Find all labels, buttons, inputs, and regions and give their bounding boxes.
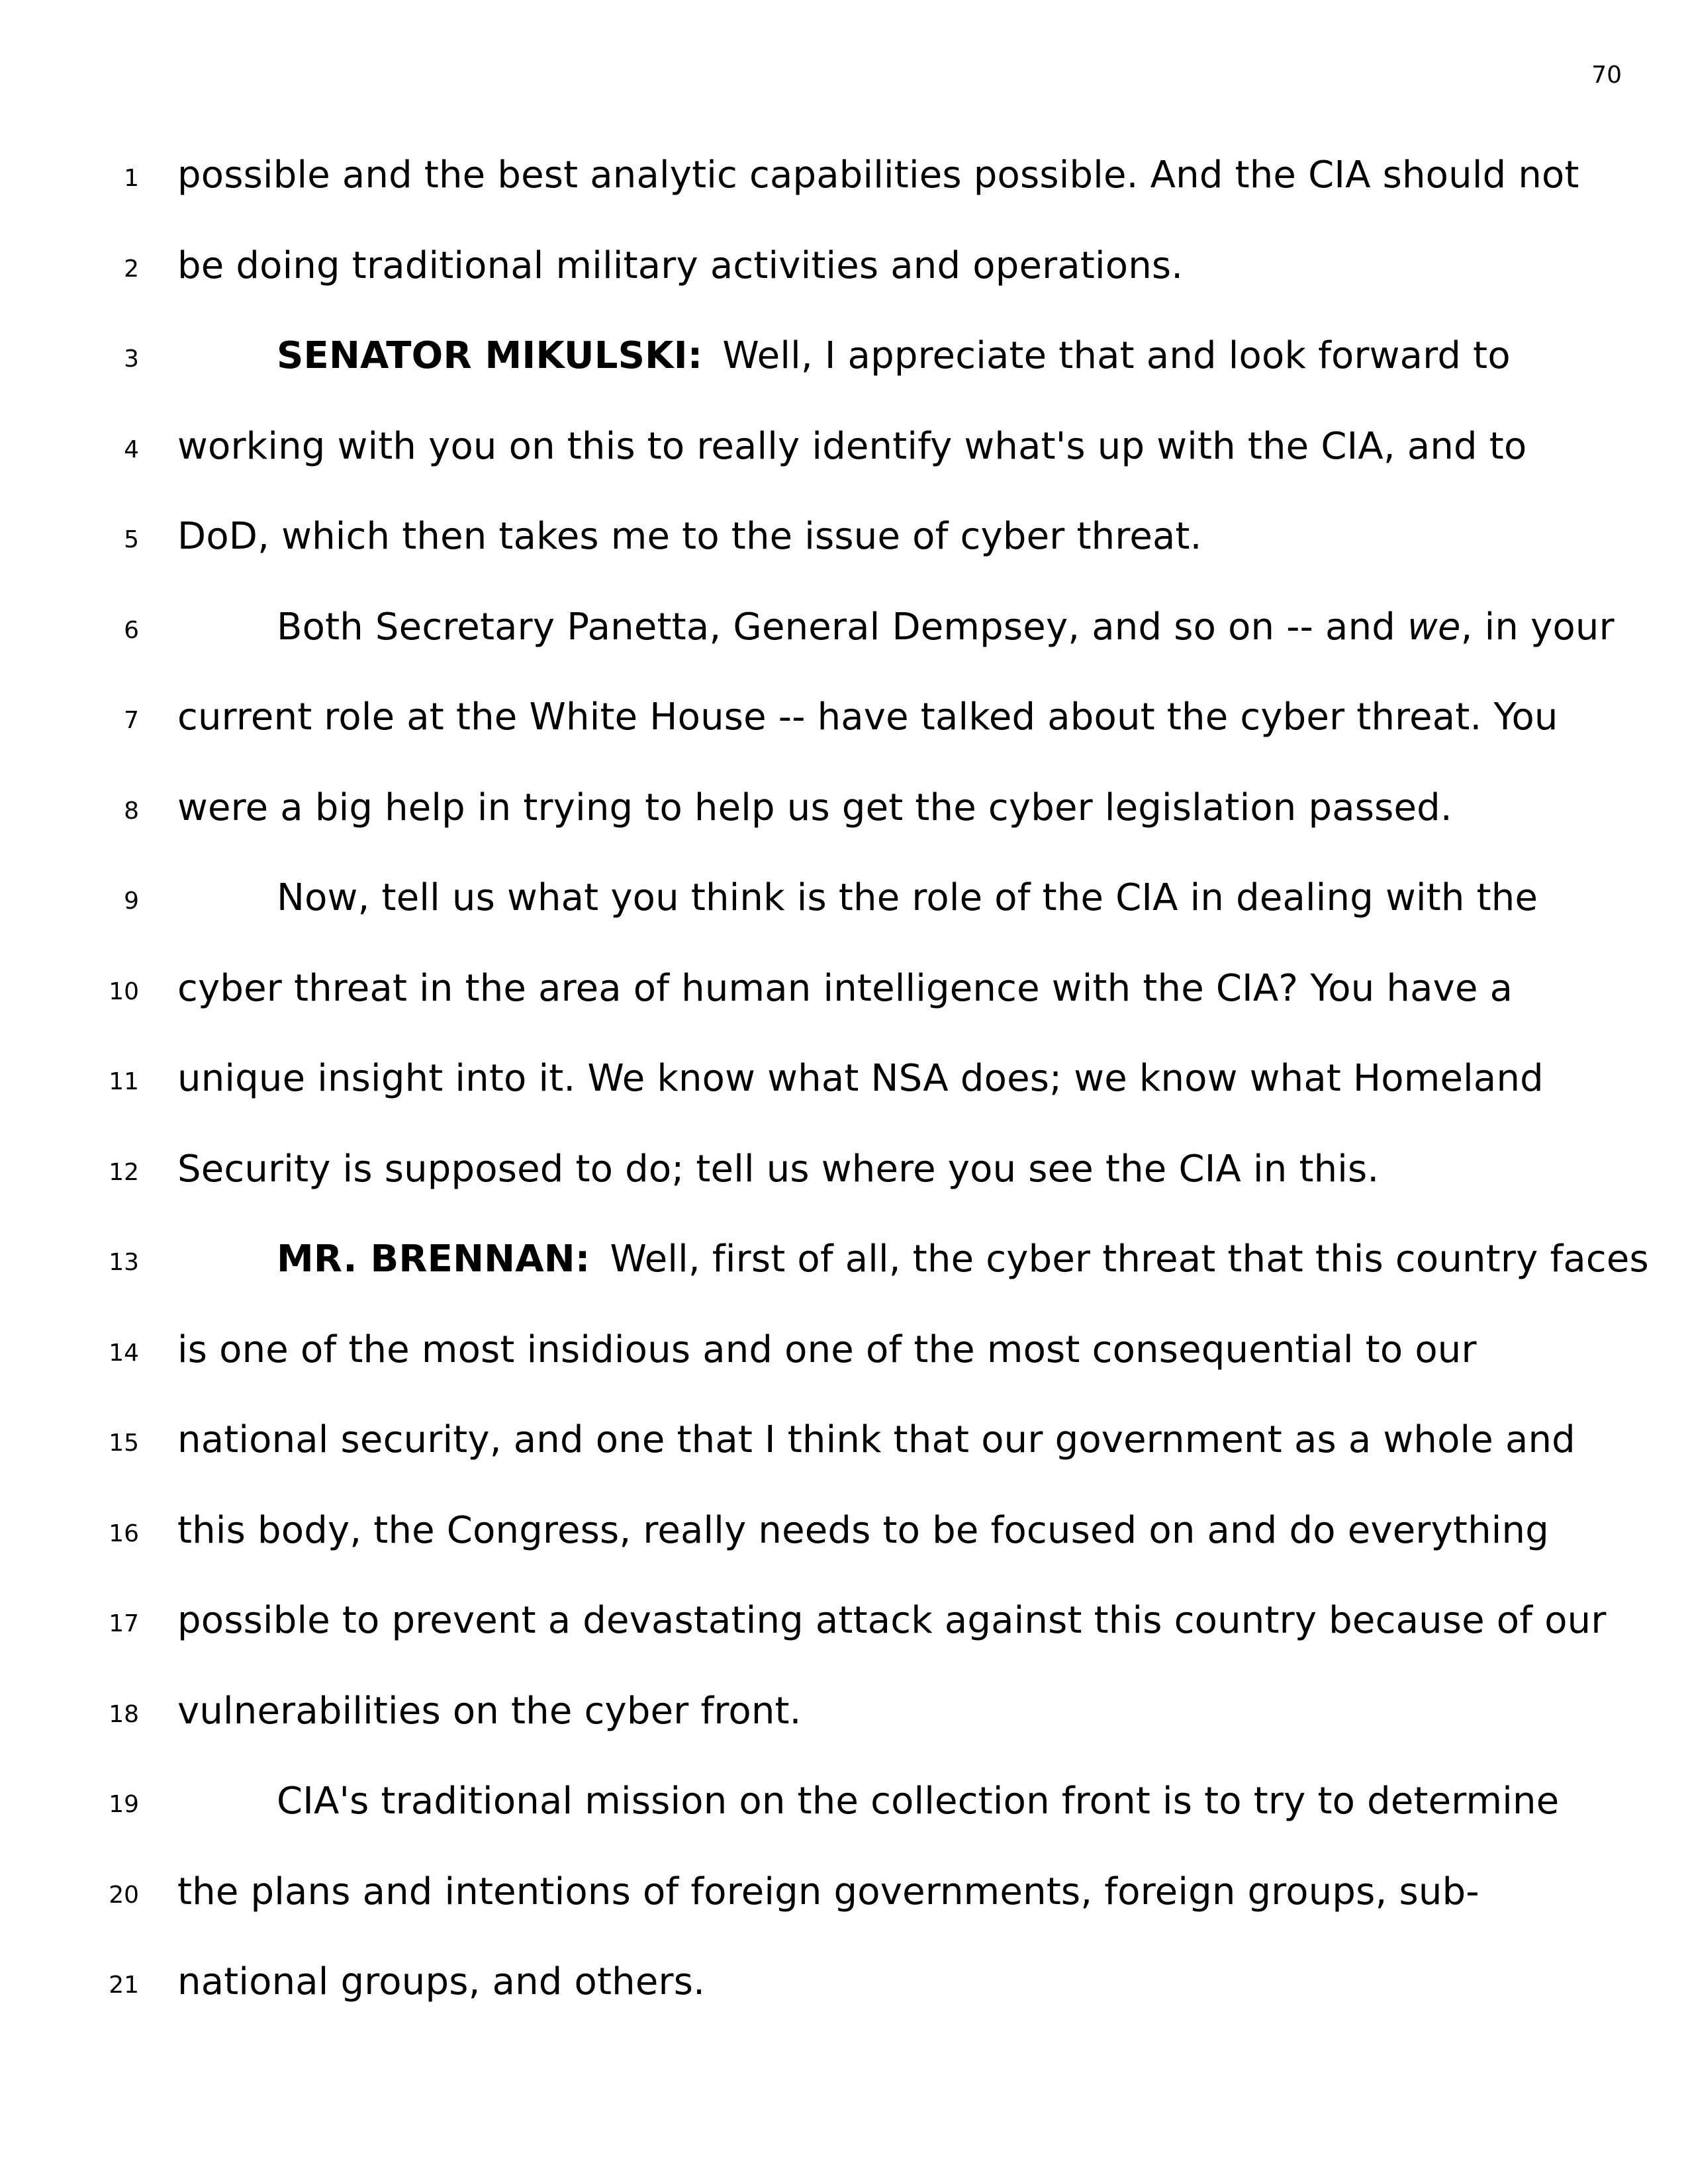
- line-number: 19: [109, 1791, 139, 1818]
- line-number: 10: [109, 978, 139, 1005]
- line-text: vulnerabilities on the cyber front.: [177, 1689, 802, 1733]
- line-number: 2: [124, 255, 139, 283]
- speech-text: Both Secretary Panetta, General Dempsey, and so on -- and: [277, 605, 1408, 649]
- line-number: 16: [109, 1520, 139, 1547]
- line-text: national security, and one that I think that our government as a whole and: [177, 1418, 1575, 1461]
- speaker-name: MR. BRENNAN:: [277, 1238, 590, 1281]
- line-number: 9: [124, 887, 139, 915]
- line-number: 13: [109, 1249, 139, 1276]
- line-number: 5: [124, 526, 139, 553]
- transcript-line: [0, 785, 1688, 876]
- line-number: 4: [124, 435, 139, 463]
- speech-text: Well, I appreciate that and look forward to: [722, 334, 1511, 377]
- page-number: 70: [1591, 62, 1622, 89]
- line-text: Now, tell us what you think is the role of the CIA in dealing with the: [277, 876, 1538, 919]
- speech-text: Well, first of all, the cyber threat that this country faces: [610, 1238, 1649, 1281]
- line-text: CIA's traditional mission on the collection front is to try to determine: [277, 1780, 1560, 1823]
- line-text: national groups, and others.: [177, 1960, 706, 2003]
- transcript-line: [0, 1869, 1688, 1960]
- line-number: 15: [109, 1430, 139, 1457]
- line-text: [277, 1236, 1649, 1283]
- transcript-body: [0, 152, 1688, 2050]
- line-text: [277, 604, 1615, 651]
- transcript-line: [0, 1959, 1688, 2050]
- speech-text: , in your: [1460, 605, 1615, 649]
- transcript-line: [0, 1508, 1688, 1598]
- transcript-line: [0, 1417, 1688, 1508]
- transcript-line: [0, 1327, 1688, 1418]
- speaker-name: SENATOR MIKULSKI:: [277, 334, 703, 377]
- line-text: possible and the best analytic capabilities possible. And the CIA should not: [177, 154, 1579, 197]
- line-text: the plans and intentions of foreign governments, foreign groups, sub-: [177, 1870, 1479, 1913]
- transcript-line: [0, 1598, 1688, 1688]
- line-text: were a big help in trying to help us get the cyber legislation passed.: [177, 786, 1452, 829]
- line-text: [277, 333, 1511, 379]
- transcript-line: [0, 152, 1688, 243]
- line-text: unique insight into it. We know what NSA does; we know what Homeland: [177, 1057, 1544, 1100]
- line-number: 20: [109, 1881, 139, 1909]
- line-number: 6: [124, 616, 139, 644]
- transcript-line: [0, 243, 1688, 334]
- line-text: working with you on this to really identify what's up with the CIA, and to: [177, 424, 1527, 468]
- line-number: 8: [124, 797, 139, 825]
- line-text: cyber threat in the area of human intelligence with the CIA? You have a: [177, 966, 1513, 1010]
- line-text: Security is supposed to do; tell us where you see the CIA in this.: [177, 1147, 1380, 1191]
- line-text: is one of the most insidious and one of the most consequential to our: [177, 1328, 1477, 1371]
- transcript-line: [0, 1778, 1688, 1869]
- transcript-line: [0, 966, 1688, 1056]
- line-number: 3: [124, 345, 139, 373]
- line-text: current role at the White House -- have talked about the cyber threat. You: [177, 696, 1558, 739]
- transcript-line: [0, 875, 1688, 966]
- line-text: be doing traditional military activities and operations.: [177, 244, 1184, 287]
- line-number: 1: [124, 165, 139, 192]
- transcript-line: [0, 1236, 1688, 1327]
- line-number: 17: [109, 1610, 139, 1637]
- line-number: 14: [109, 1339, 139, 1367]
- transcript-line: [0, 333, 1688, 424]
- transcript-line: [0, 1056, 1688, 1146]
- line-number: 18: [109, 1700, 139, 1728]
- transcript-line: [0, 1688, 1688, 1779]
- transcript-line: [0, 514, 1688, 604]
- line-number: 21: [109, 1972, 139, 1999]
- line-number: 11: [109, 1068, 139, 1095]
- line-number: 7: [124, 707, 139, 734]
- transcript-line: [0, 694, 1688, 785]
- line-text: possible to prevent a devastating attack against this country because of our: [177, 1599, 1607, 1642]
- line-text: DoD, which then takes me to the issue of cyber threat.: [177, 515, 1202, 558]
- line-number: 12: [109, 1158, 139, 1186]
- line-text: this body, the Congress, really needs to be focused on and do everything: [177, 1508, 1549, 1552]
- transcript-line: [0, 604, 1688, 695]
- transcript-line: [0, 424, 1688, 514]
- emphasized-word: we: [1407, 605, 1461, 649]
- transcript-line: [0, 1146, 1688, 1237]
